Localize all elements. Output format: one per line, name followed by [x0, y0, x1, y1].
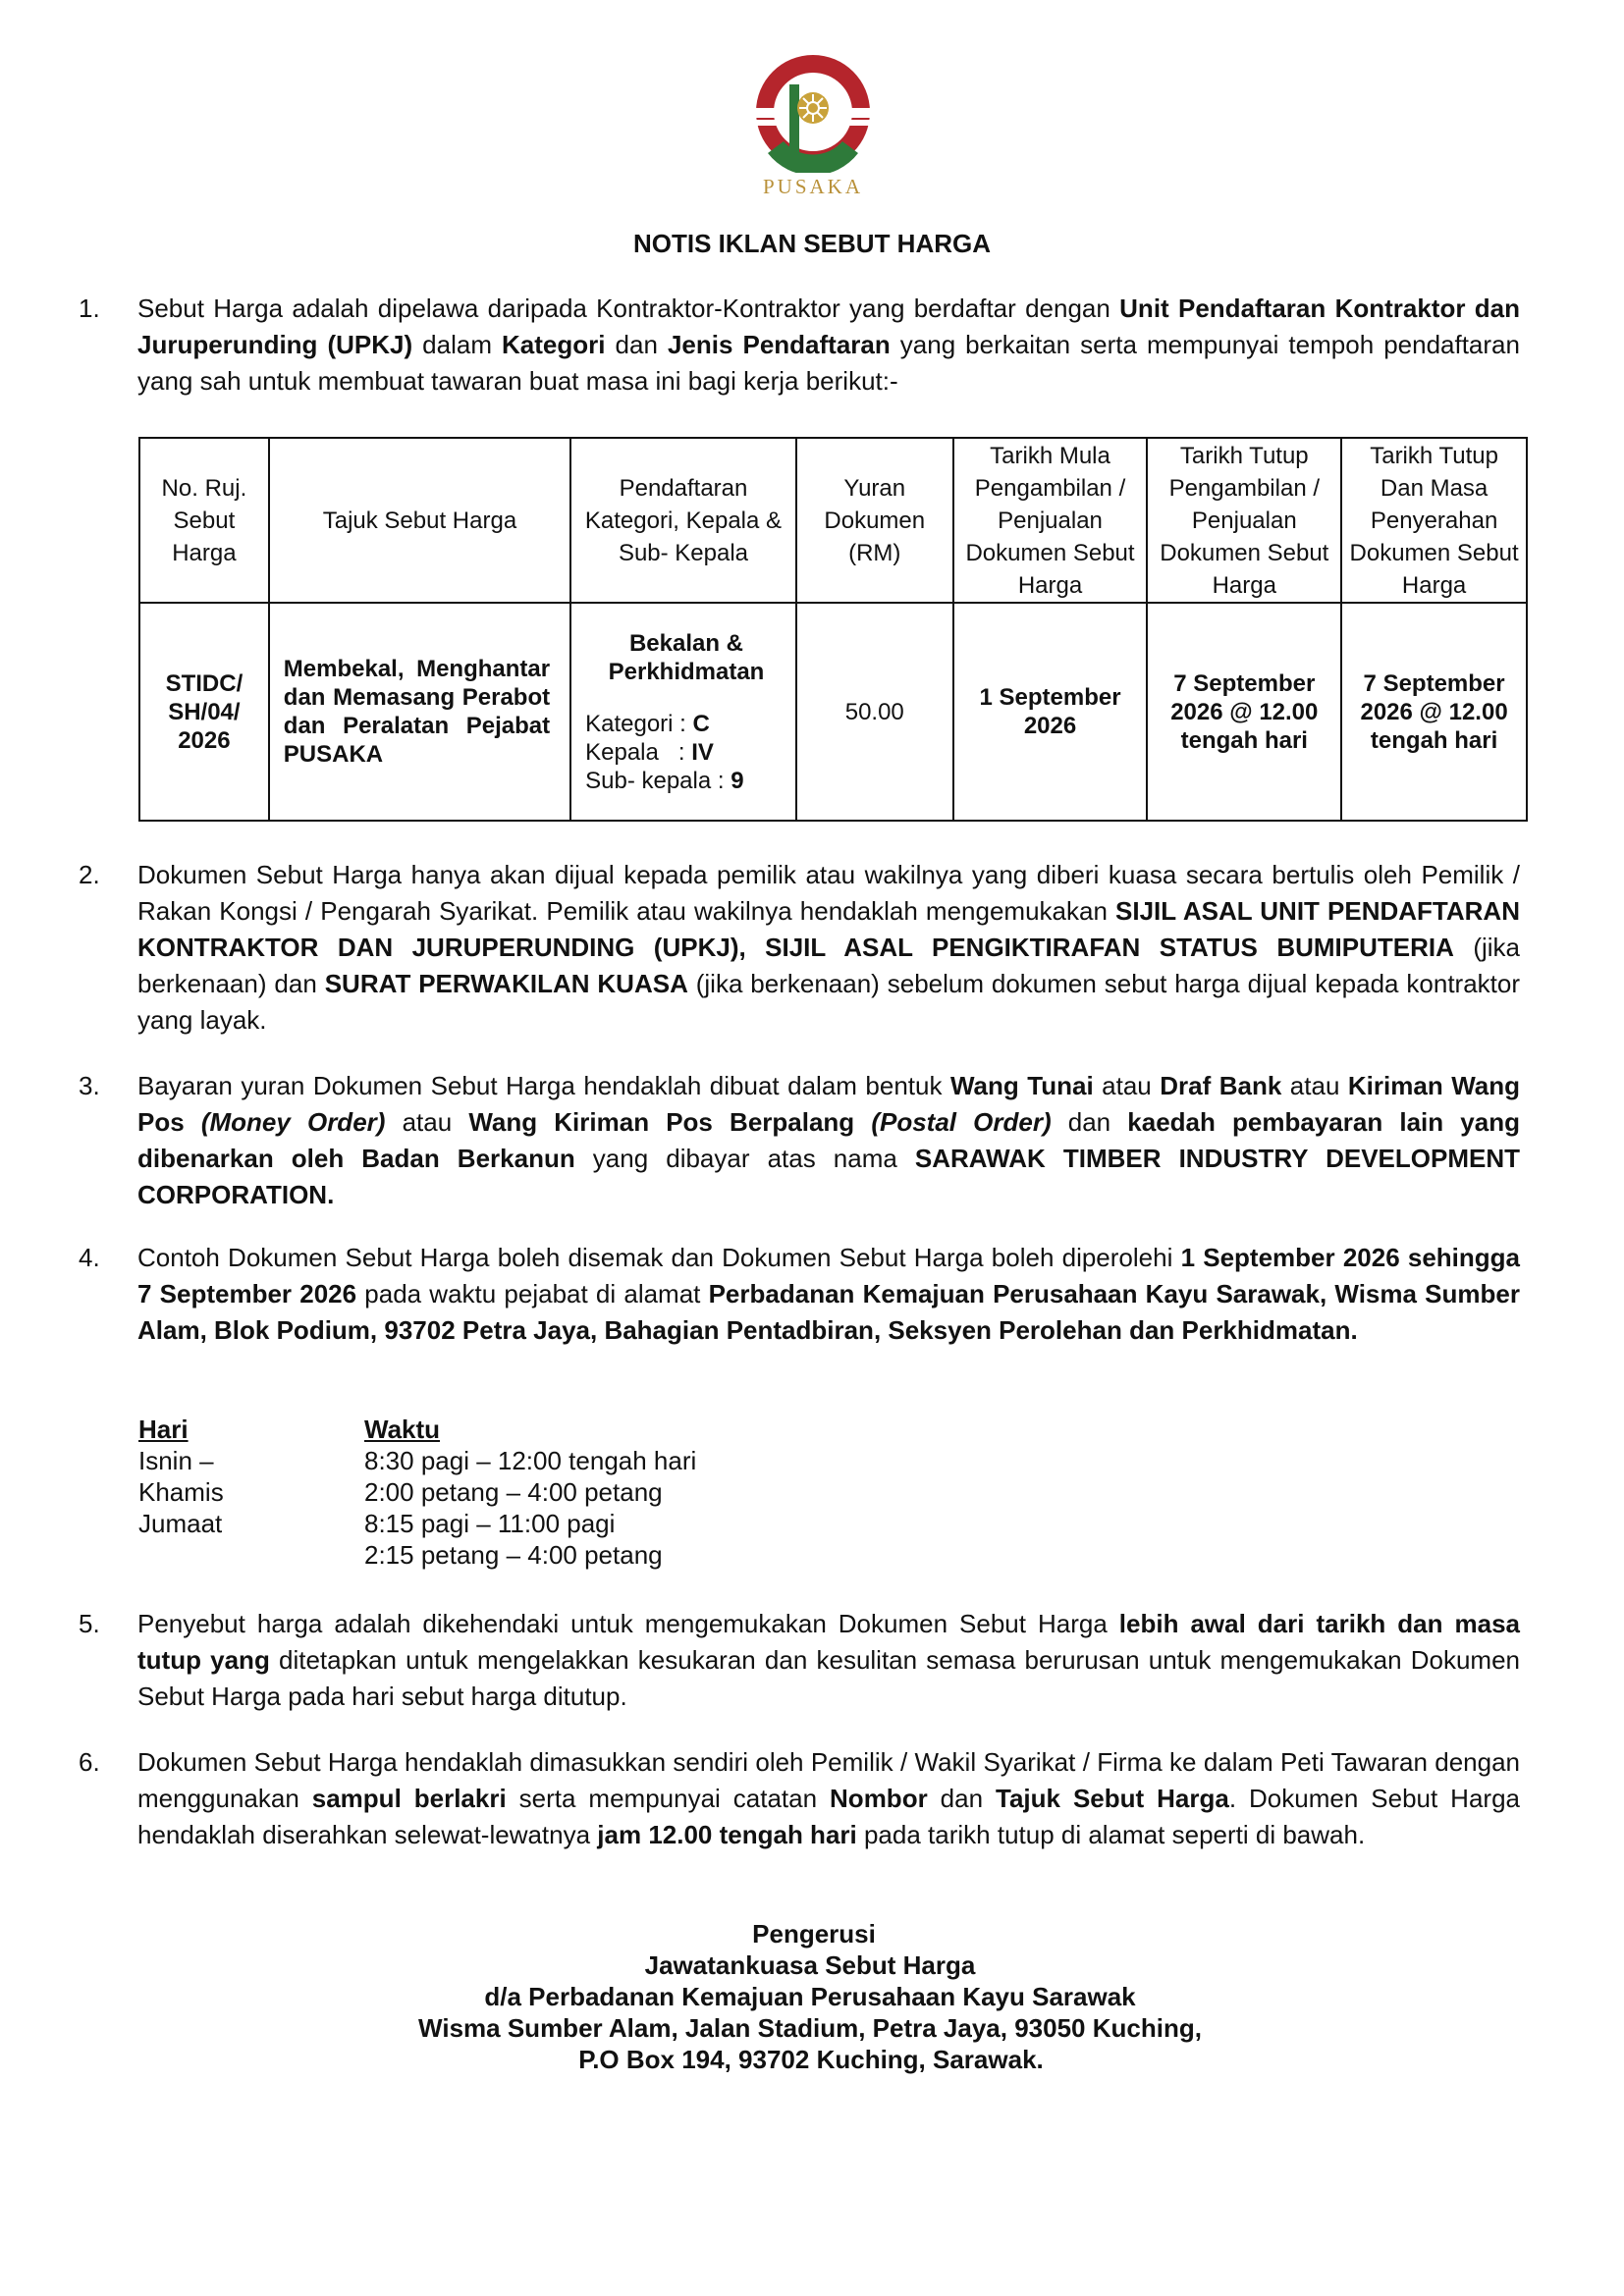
waktu-heading: Waktu [364, 1415, 441, 1444]
pusaka-emblem-icon [752, 51, 874, 173]
waktu-value: 2:00 petang – 4:00 petang [364, 1477, 663, 1507]
paragraph-number: 2. [79, 860, 100, 889]
tajuk-cell: Membekal, Menghantar dan Memasang Perabot dan Peralatan Pejabat PUSAKA [269, 603, 570, 821]
table-header-row [139, 438, 1527, 603]
signoff-address-line: P.O Box 194, 93702 Kuching, Sarawak. [578, 2045, 1044, 2074]
table-header: Tarikh Mula Pengambilan / Penjualan Dokumen Sebut Harga [953, 438, 1148, 603]
hari-heading: Hari [138, 1415, 189, 1444]
tarikh-mula-cell: 1 September 2026 [953, 603, 1148, 821]
ref-number-cell: STIDC/ SH/04/ 2026 [139, 603, 269, 821]
tender-table [138, 437, 1528, 822]
table-header: Tajuk Sebut Harga [269, 438, 570, 603]
waktu-value: 2:15 petang – 4:00 petang [364, 1540, 663, 1570]
signoff-address-line: d/a Perbadanan Kemajuan Perusahaan Kayu Sarawak [484, 1982, 1136, 2011]
waktu-value: 8:30 pagi – 12:00 tengah hari [364, 1446, 697, 1475]
kategori-heading: Bekalan & Perkhidmatan [608, 629, 765, 685]
paragraph-number: 5. [79, 1609, 100, 1638]
signoff-address-line: Wisma Sumber Alam, Jalan Stadium, Petra Jaya, 93050 Kuching, [418, 2013, 1202, 2043]
table-header: No. Ruj. Sebut Harga [139, 438, 269, 603]
table-header: Yuran Dokumen (RM) [796, 438, 953, 603]
tarikh-tutup-penyerahan-cell: 7 September 2026 @ 12.00 tengah hari [1341, 603, 1527, 821]
signoff-block [0, 1918, 1624, 2075]
paragraph-1: Sebut Harga adalah dipelawa daripada Kontraktor-Kontraktor yang berdaftar dengan Unit Pendaftaran Kontraktor dan Juruperunding (UPKJ) dalam Kategori dan Jenis Pendaftaran yang berkaitan serta mempunyai tempoh pendaftaran yang sah untuk membuat tawaran buat masa ini bagi kerja berikut:- [137, 294, 1520, 396]
yuran-cell: 50.00 [796, 603, 953, 821]
document-title: NOTIS IKLAN SEBUT HARGA [633, 229, 991, 258]
tarikh-tutup-pengambilan-cell: 7 September 2026 @ 12.00 tengah hari [1147, 603, 1341, 821]
table-header: Tarikh Tutup Dan Masa Penyerahan Dokumen Sebut Harga [1341, 438, 1527, 603]
paragraph-2: Dokumen Sebut Harga hanya akan dijual kepada pemilik atau wakilnya yang diberi kuasa secara bertulis oleh Pemilik / Rakan Kongsi / Pengarah Syarikat. Pemilik atau wakilnya hendaklah mengemukakan SIJIL ASAL UNIT PENDAFTARAN KONTRAKTOR DAN JURUPERUNDING (UPKJ), SIJIL ASAL PENGIKTIRAFAN STATUS BUMIPUTERIA (jika berkenaan) dan SURAT PERWAKILAN KUASA (jika berkenaan) sebelum dokumen sebut harga dijual kepada kontraktor yang layak. [137, 860, 1520, 1035]
paragraph-4: Contoh Dokumen Sebut Harga boleh disemak dan Dokumen Sebut Harga boleh diperolehi 1 September 2026 sehingga 7 September 2026 pada waktu pejabat di alamat Perbadanan Kemajuan Perusahaan Kayu Sarawak, Wisma Sumber Alam, Blok Podium, 93702 Petra Jaya, Bahagian Pentadbiran, Seksyen Perolehan dan Perkhidmatan. [137, 1243, 1521, 1345]
hari-value: Isnin – Khamis [138, 1446, 224, 1507]
kategori-cell [570, 603, 796, 821]
table-row [139, 603, 1527, 821]
signoff-committee: Jawatankuasa Sebut Harga [644, 1950, 976, 1980]
paragraph-number: 1. [79, 294, 100, 323]
signoff-title: Pengerusi [752, 1919, 876, 1949]
paragraph-number: 6. [79, 1747, 100, 1777]
logo-wordmark: PUSAKA [762, 175, 864, 198]
paragraph-3: Bayaran yuran Dokumen Sebut Harga hendaklah dibuat dalam bentuk Wang Tunai atau Draf Bank atau Kiriman Wang Pos (Money Order) atau Wang Kiriman Pos Berpalang (Postal Order) dan kaedah pembayaran lain yang dibenarkan oleh Badan Berkanun yang dibayar atas nama SARAWAK TIMBER INDUSTRY DEVELOPMENT CORPORATION. [137, 1071, 1520, 1209]
paragraph-5: Penyebut harga adalah dikehendaki untuk mengemukakan Dokumen Sebut Harga lebih awal dari tarikh dan masa tutup yang ditetapkan untuk mengelakkan kesukaran dan kesulitan semasa berurusan untuk mengemukakan Dokumen Sebut Harga pada hari sebut harga ditutup. [137, 1609, 1520, 1711]
table-header: Tarikh Tutup Pengambilan / Penjualan Dokumen Sebut Harga [1147, 438, 1341, 603]
table-header: Pendaftaran Kategori, Kepala & Sub- Kepala [570, 438, 796, 603]
paragraph-number: 3. [79, 1071, 100, 1100]
paragraph-number: 4. [79, 1243, 100, 1272]
pusaka-logo [752, 51, 874, 208]
kategori-details: Kategori : C Kepala : IV Sub- kepala : 9 [585, 710, 744, 794]
hari-value: Jumaat [138, 1509, 223, 1538]
waktu-value: 8:15 pagi – 11:00 pagi [364, 1509, 616, 1538]
paragraph-6: Dokumen Sebut Harga hendaklah dimasukkan sendiri oleh Pemilik / Wakil Syarikat / Firma ke dalam Peti Tawaran dengan menggunakan sampul berlakri serta mempunyai catatan Nombor dan Tajuk Sebut Harga. Dokumen Sebut Harga hendaklah diserahkan selewat-lewatnya jam 12.00 tengah hari pada tarikh tutup di alamat seperti di bawah. [137, 1747, 1520, 1849]
